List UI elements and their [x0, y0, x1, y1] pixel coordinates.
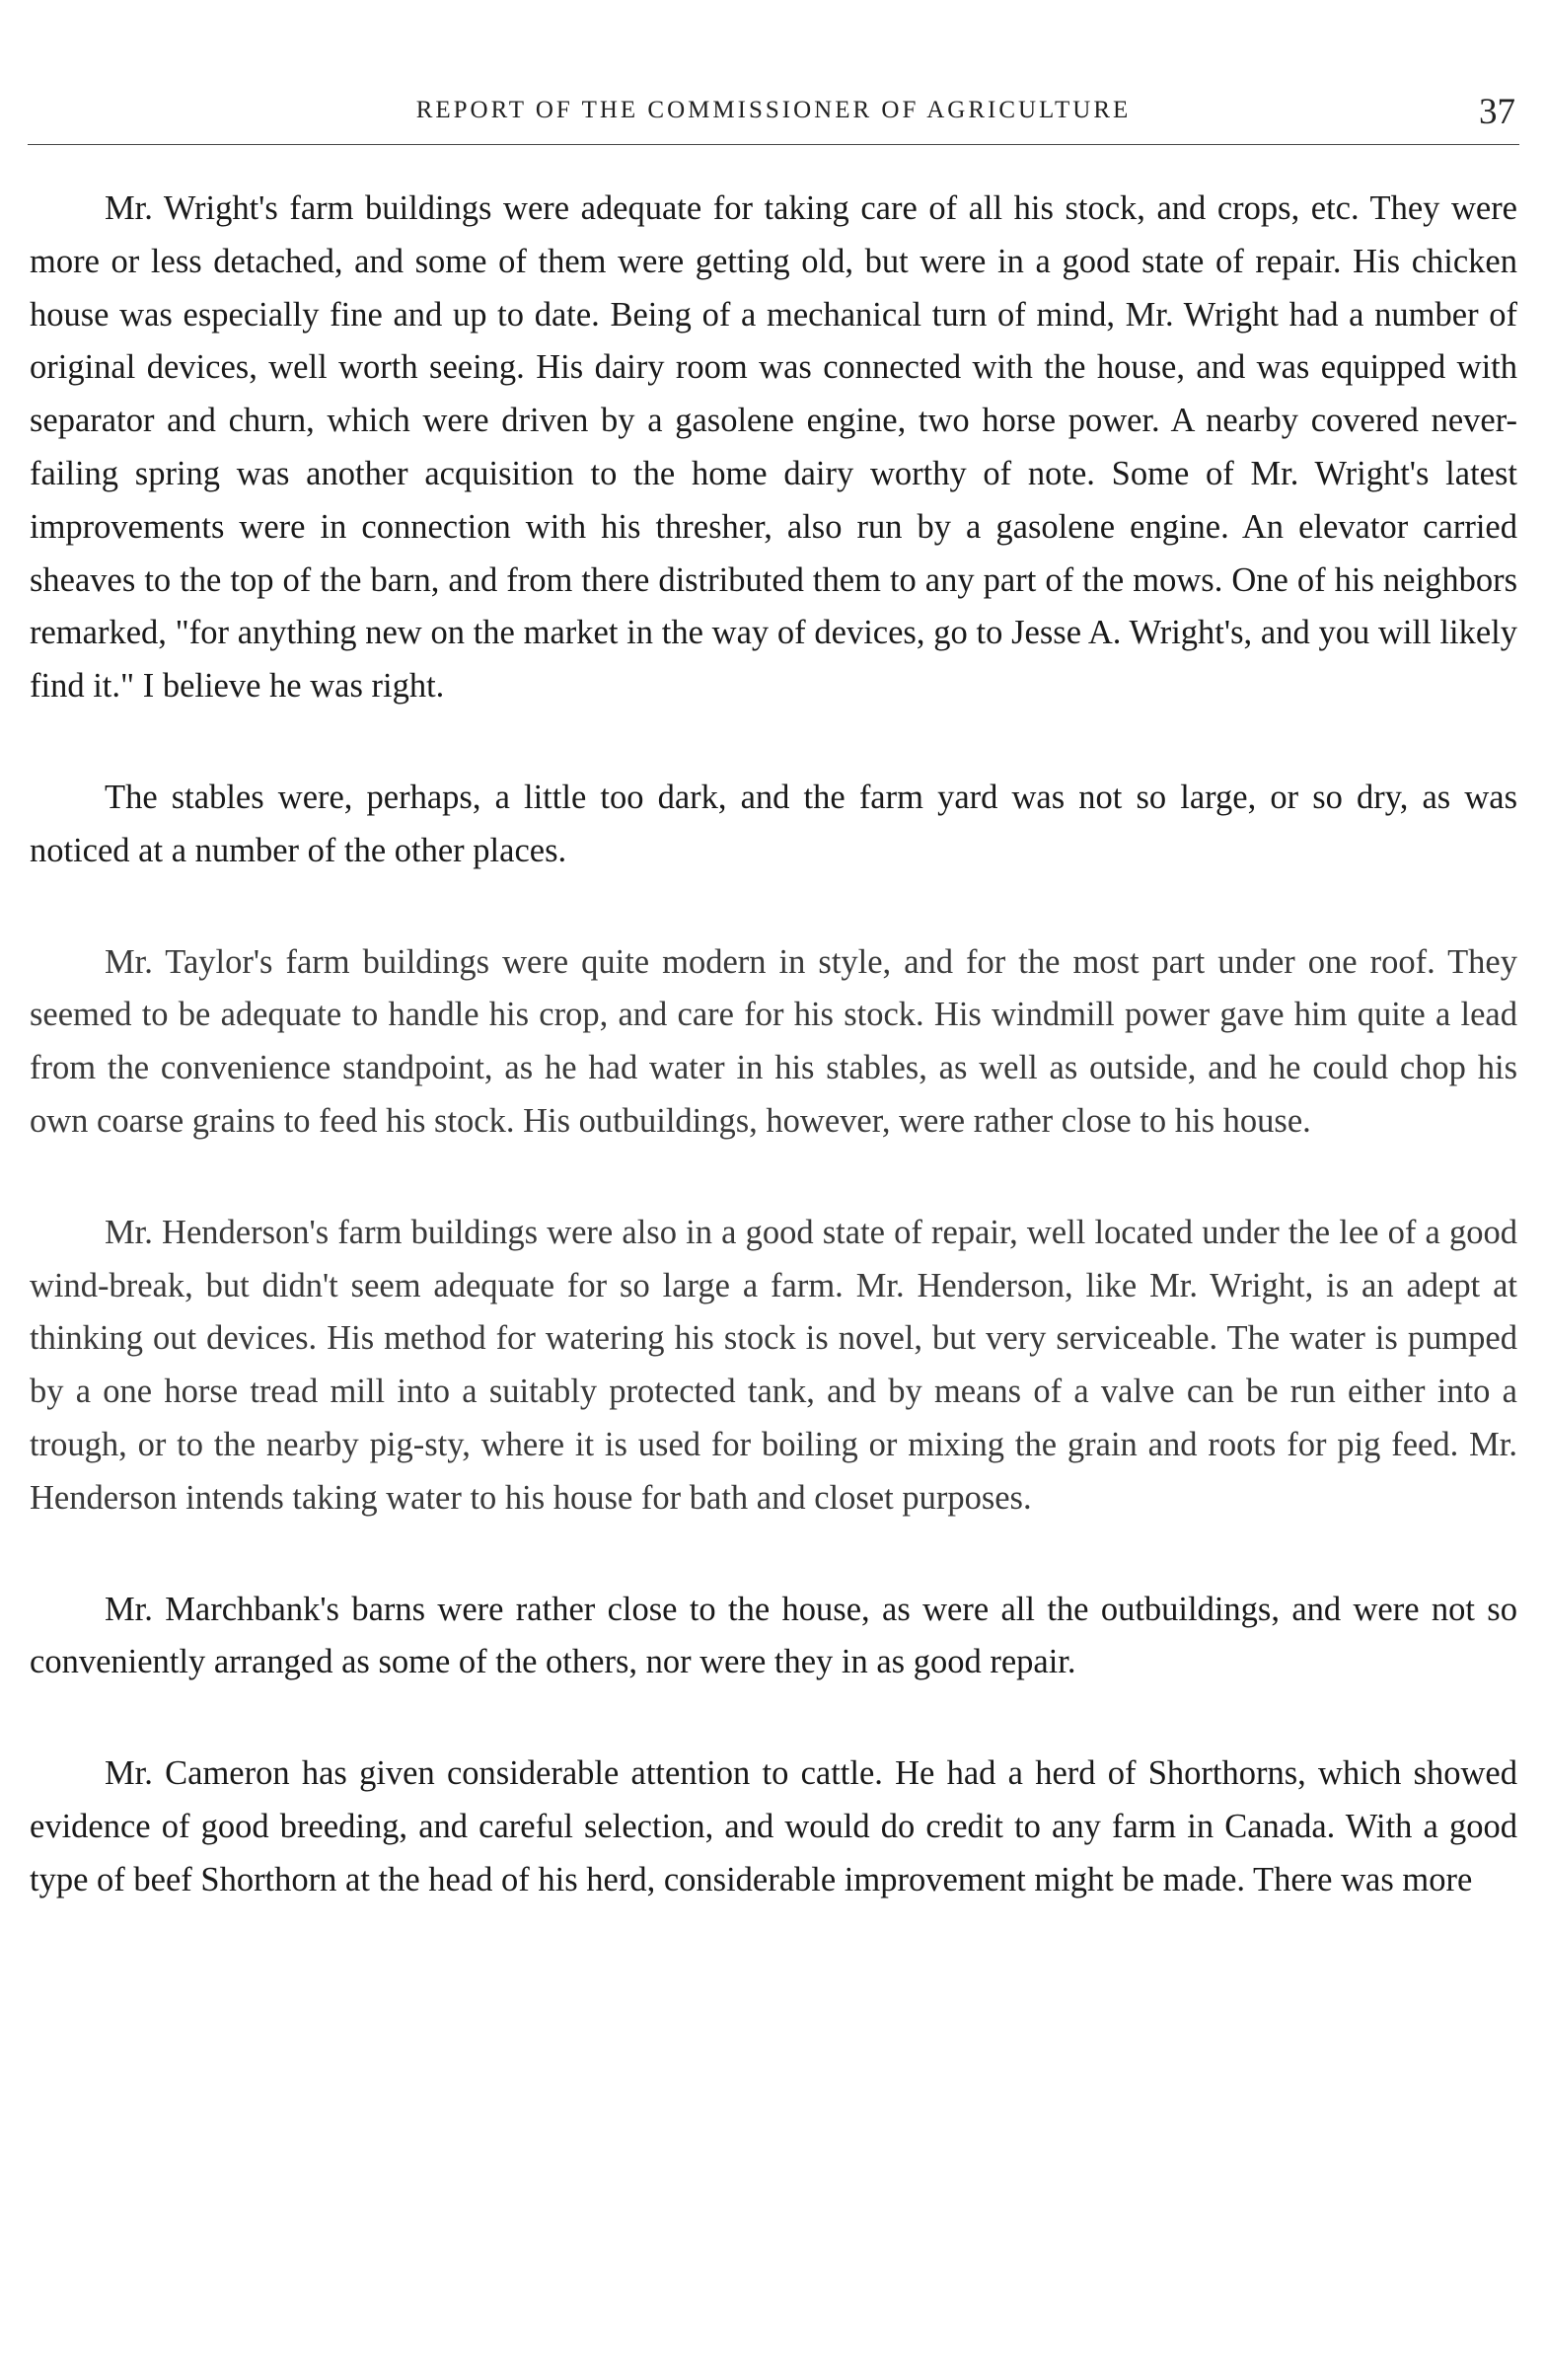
- paragraph-wright-buildings: Mr. Wright's farm buildings were adequate for taking care of all his stock, and crops, etc. They were more or less detached, and some of them were getting old, but were in a good state of repair. His chicken house was especially fine and up to date. Being of a mechanical turn of mind, Mr. Wright had a number of original devices, well worth seeing. His dairy room was connected with the house, and was equipped with separator and churn, which were driven by a gasolene engine, two horse power. A nearby covered never-failing spring was another acquisition to the home dairy worthy of note. Some of Mr. Wright's latest improvements were in connection with his thresher, also run by a gasolene engine. An elevator carried sheaves to the top of the barn, and from there distributed them to any part of the mows. One of his neighbors remarked, "for anything new on the market in the way of devices, go to Jesse A. Wright's, and you will likely find it." I believe he was right.: [30, 189, 1517, 706]
- paragraph-stables: The stables were, perhaps, a little too dark, and the farm yard was not so large, or so dry, as was noticed at a number of the other places.: [30, 778, 1517, 869]
- running-head: [28, 87, 1519, 146]
- body-text: [30, 183, 1517, 1907]
- paragraph-marchbank-barns: Mr. Marchbank's barns were rather close to the house, as were all the outbuildings, and were not so conveniently arranged as some of the others, nor were they in as good repair.: [30, 1590, 1517, 1681]
- header-rule: [28, 144, 1519, 145]
- paragraph-cameron-cattle: Mr. Cameron has given considerable attention to cattle. He had a herd of Shorthorns, which showed evidence of good breeding, and careful selection, and would do credit to any farm in Canada. With a good type of beef Shorthorn at the head of his herd, considerable improvement might be made. There was more: [30, 1754, 1517, 1898]
- paragraph-taylor-buildings: Mr. Taylor's farm buildings were quite modern in style, and for the most part under one roof. They seemed to be adequate to handle his crop, and care for his stock. His windmill power gave him quite a lead from the convenience standpoint, as he had water in his stables, as well as outside, and he could chop his own coarse grains to feed his stock. His outbuildings, however, were rather close to his house.: [30, 942, 1517, 1140]
- page-number: 37: [1479, 92, 1515, 132]
- running-title: REPORT OF THE COMMISSIONER OF AGRICULTURE: [415, 97, 1132, 123]
- paragraph-henderson-buildings: Mr. Henderson's farm buildings were also in a good state of repair, well located under the lee of a good wind-break, but didn't seem adequate for so large a farm. Mr. Henderson, like Mr. Wright, is an adept at thinking out devices. His method for watering his stock is novel, but very serviceable. The water is pumped by a one horse tread mill into a suitably protected tank, and by means of a valve can be run either into a trough, or to the nearby pig-sty, where it is used for boiling or mixing the grain and roots for pig feed. Mr. Henderson intends taking water to his house for bath and closet purposes.: [30, 1213, 1517, 1517]
